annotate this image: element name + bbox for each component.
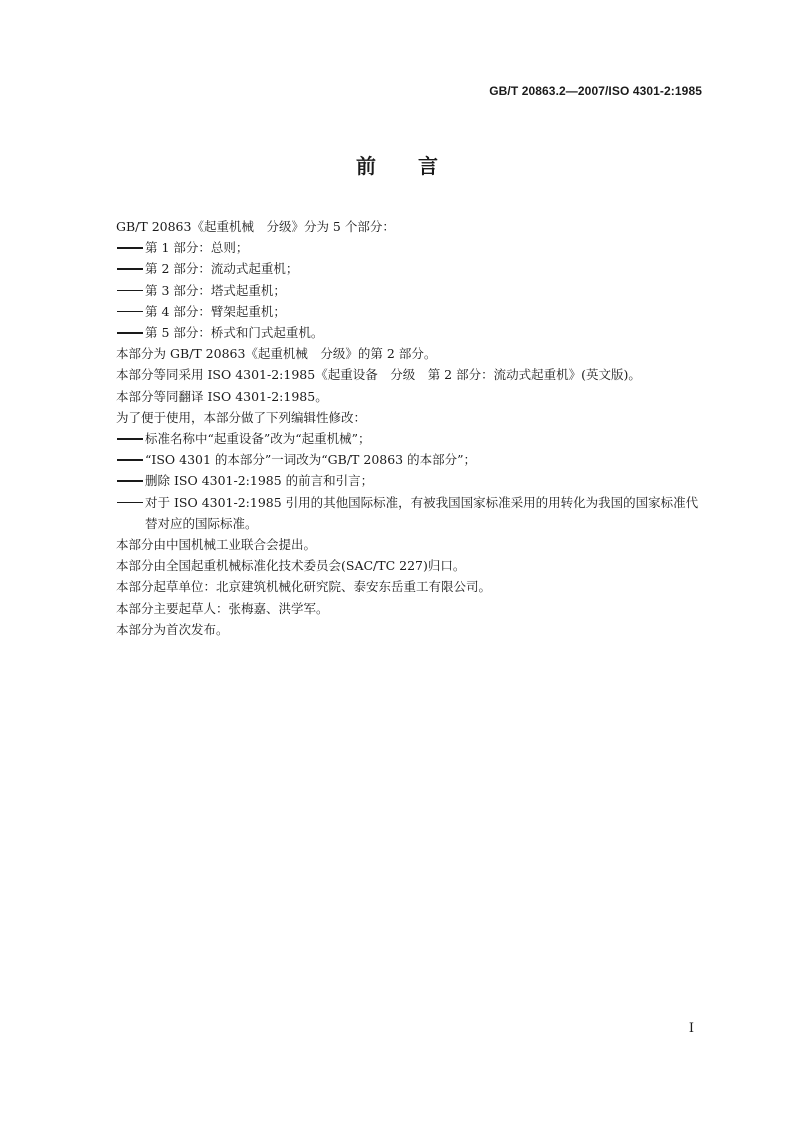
page-number: I — [688, 1021, 694, 1036]
list-item-text: 第 5 部分：桥式和门式起重机。 — [145, 325, 324, 341]
em-dash-marker — [116, 470, 145, 491]
list-item-modification-2 — [116, 449, 708, 470]
list-item-text: 标准名称中“起重设备”改为“起重机械”； — [145, 431, 371, 447]
list-item-text: 第 3 部分：塔式起重机； — [145, 282, 286, 298]
list-item-modification-3 — [116, 470, 708, 491]
paragraph-drafting-units: 本部分起草单位：北京建筑机械化研究院、泰安东岳重工有限公司。 — [116, 579, 492, 595]
list-item-text: 删除 ISO 4301-2:1985 的前言和引言； — [145, 473, 374, 489]
paragraph-first-release: 本部分为首次发布。 — [116, 621, 229, 637]
em-dash-marker — [116, 492, 145, 513]
paragraph-intro: GB/T 20863《起重机械 分级》分为 5 个部分： — [116, 219, 395, 234]
foreword-body — [116, 216, 708, 640]
list-item-part-1 — [116, 237, 708, 258]
em-dash-marker — [116, 280, 145, 301]
paragraph-part-statement: 本部分为 GB/T 20863《起重机械 分级》的第 2 部分。 — [116, 346, 437, 362]
list-item-text: 第 2 部分：流动式起重机； — [145, 261, 299, 277]
list-item-modification-1 — [116, 428, 708, 449]
paragraph-adoption: 本部分等同采用 ISO 4301-2:1985《起重设备 分级 第 2 部分：流动式起重机》(英文版)。 — [116, 367, 641, 383]
em-dash-marker — [116, 301, 145, 322]
standard-number: GB/T 20863.2—2007/ISO 4301-2:1985 — [489, 84, 702, 98]
list-item-text: 第 4 部分：臂架起重机； — [145, 303, 286, 319]
list-item-part-5 — [116, 322, 708, 343]
paragraph-modifications-intro: 为了便于使用，本部分做了下列编辑性修改： — [116, 409, 367, 425]
paragraph-proposer: 本部分由中国机械工业联合会提出。 — [116, 537, 317, 553]
list-item-part-4 — [116, 301, 708, 322]
list-item-modification-4 — [116, 492, 708, 534]
em-dash-marker — [116, 449, 145, 470]
em-dash-marker — [116, 322, 145, 343]
em-dash-marker — [116, 428, 145, 449]
paragraph-translation: 本部分等同翻译 ISO 4301-2:1985。 — [116, 388, 328, 404]
list-item-text: 对于 ISO 4301-2:1985 引用的其他国际标准，有被我国国家标准采用的用转化为我国的国家标准代替对应的国际标准。 — [145, 494, 699, 531]
list-item-part-3 — [116, 280, 708, 301]
list-item-part-2 — [116, 258, 708, 279]
list-item-text: “ISO 4301 的本部分”一词改为“GB/T 20863 的本部分”； — [145, 452, 477, 468]
page-title: 前言 — [356, 154, 480, 178]
em-dash-marker — [116, 237, 145, 258]
list-item-text: 第 1 部分：总则； — [145, 240, 249, 256]
em-dash-marker — [116, 258, 145, 279]
paragraph-technical-committee: 本部分由全国起重机械标准化技术委员会(SAC/TC 227)归口。 — [116, 558, 466, 574]
paragraph-drafters: 本部分主要起草人：张梅嘉、洪学军。 — [116, 600, 329, 616]
